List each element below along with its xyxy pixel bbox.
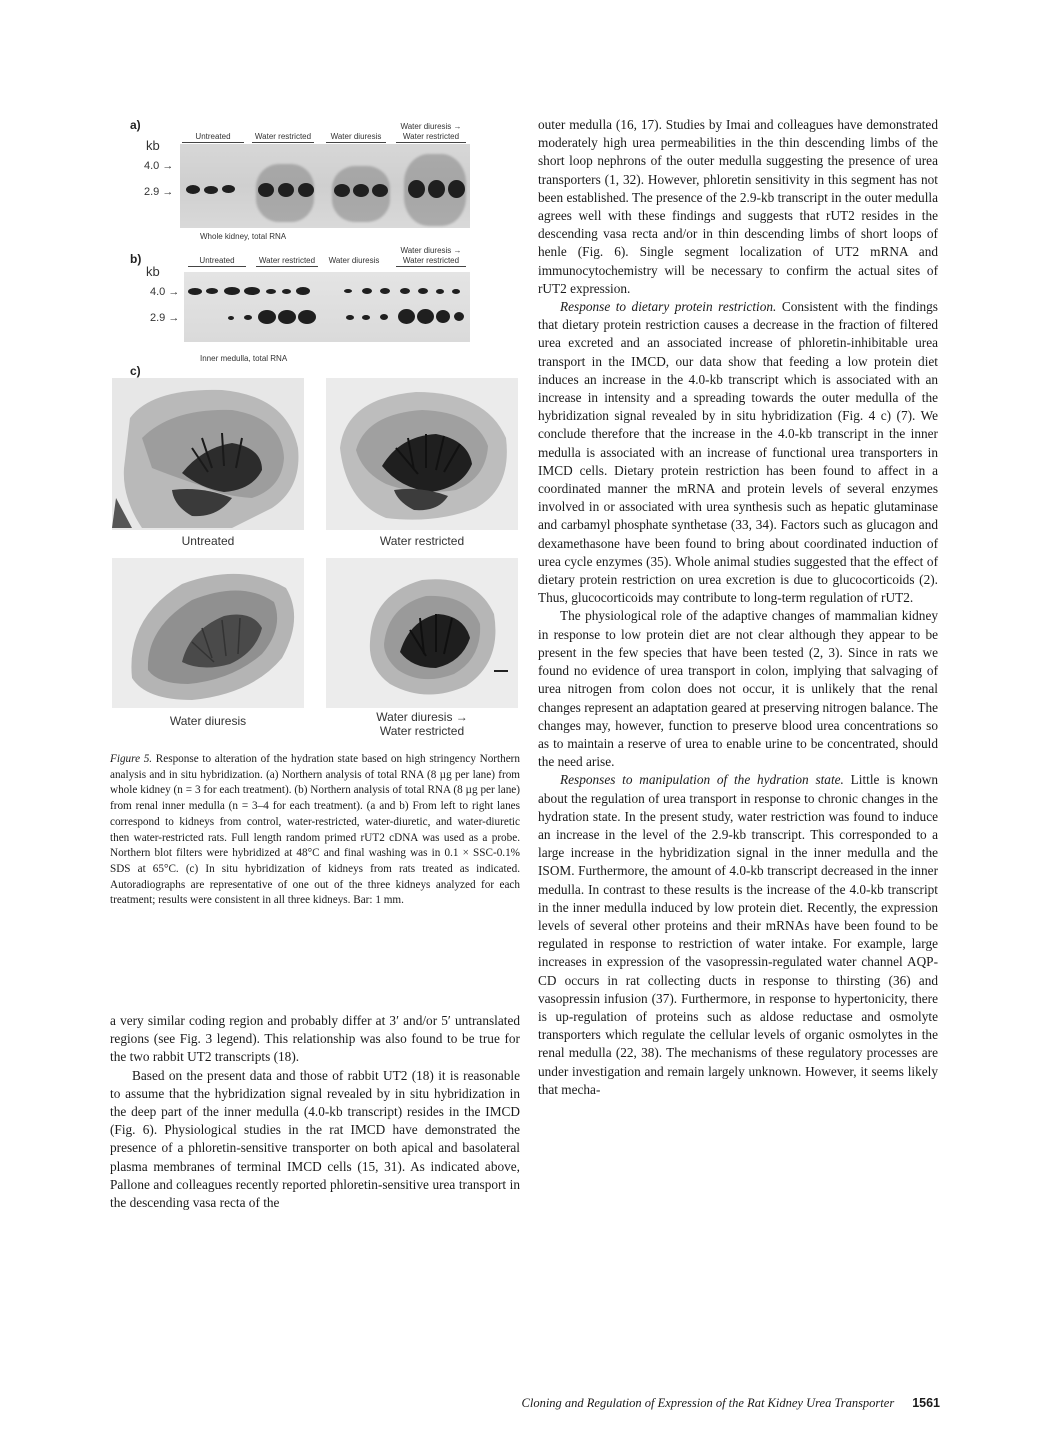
panel-b-sub-caption: Inner medulla, total RNA bbox=[200, 354, 288, 363]
panel-a-marker-2-9: 2.9 → bbox=[144, 186, 174, 198]
right-column-text bbox=[538, 116, 938, 1099]
band bbox=[266, 289, 276, 294]
figure-caption-label: Figure 5. bbox=[110, 753, 153, 765]
band bbox=[278, 310, 296, 324]
section-run-in-heading: Responses to manipulation of the hydration state. bbox=[560, 772, 844, 788]
panel-a-header-untreated: Untreated bbox=[182, 132, 244, 143]
paragraph-text: Little is known about the regulation of urea transport in response to chronic changes in the hydration state. In the present study, water restriction was found to induce an increase in the level of the 2.9-kb transcript. This corresponded to a large increase in the hybridization signal in the inner medulla and the ISOM. Furthermore, the amount of 4.0-kb transcript decreased in the inner medulla. In contrast to these results is the increase of the 4.0-kb transcript in the inner medulla induced by low protein diet. Recently, the expression levels of several other proteins and their mRNAs have been found to be regulated in response to restriction of water intake. For example, large increases in expression of the vasopressin-regulated water channel AQP-CD occurs in rat collecting ducts in response to thirsting (36) and vasopressin infusion (37). Furthermore, in response to hypertonicity, there is up-regulation of proteins such as aldose reductase and osmolyte transporters which regulate the cellular levels of organic osmolytes in the renal medulla (22, 38). The mechanisms of these regulatory processes are under investigation and remain largely unknown. However, it seems likely that mecha- bbox=[538, 772, 939, 1097]
band bbox=[258, 310, 276, 324]
paragraph bbox=[538, 607, 938, 771]
band bbox=[204, 186, 218, 194]
section-run-in-heading: Response to dietary protein restriction. bbox=[560, 299, 777, 315]
band bbox=[398, 309, 415, 324]
panel-c-label-water-diuresis: Water diuresis bbox=[169, 714, 247, 728]
band bbox=[224, 287, 240, 295]
panel-a-header-water-restricted: Water restricted bbox=[252, 132, 314, 143]
running-title: Cloning and Regulation of Expression of the Rat Kidney Urea Transporter bbox=[521, 1396, 895, 1410]
band bbox=[186, 185, 200, 194]
panel-c-letter: c) bbox=[130, 364, 141, 378]
paragraph-text: Consistent with the findings that dietary protein restriction causes a decrease in the fraction of filtered urea excreted and an associated increase of phloretin-inhibitable urea transport in the IMCD, our data show that feeding a low protein diet induces an increase in the 4.0-kb transcript which is associated with an increase in intensity and a spreading towards the outer medulla of the hybridization signal revealed by in situ hybridization (Fig. 4 c) (7). We conclude therefore that the increase in the 4.0-kb transcript in the inner medulla is associated with an increase of functional urea transporters in IMCD cells. Dietary protein restriction has been found to affect in a coordinated manner the mRNA and protein levels of several enzymes involved in or associated with urea synthesis such as hepatic glutaminase and carbamyl phosphate synthetase (33, 34). Factors such as glucagon and dexamethasone have been found to bring about coordinated induction of urea cycle enzymes (35). Whole animal studies suggested that the effect of dietary protein restriction on urea excretion is due to glucocorticoids (2). Thus, glucocorticoids may contribute to long-term regulation of rUT2. bbox=[538, 299, 938, 606]
paragraph bbox=[110, 1067, 520, 1213]
band bbox=[206, 288, 218, 294]
band bbox=[362, 288, 372, 294]
panel-b-header-water-restricted: Water restricted bbox=[256, 256, 318, 267]
band bbox=[454, 312, 464, 321]
panel-a-sub-caption: Whole kidney, total RNA bbox=[200, 232, 287, 241]
paragraph-text: The physiological role of the adaptive changes of mammalian kidney in response to low protein diet are not clear although they appear to be present in the few species that have been tested (2, 3). Since in rats we found no evidence of urea transport in colon, implying that salvaging of urea nitrogen from colon does not occur, it is unlikely that the renal changes represent an adaptation geared at preserving nitrogen balance. The changes may, however, function to preserve blood urea concentrations so as to maintain a reserve of urea to enable urine to be concentrated, should the need arise. bbox=[538, 608, 938, 770]
in-situ-photo-untreated bbox=[112, 378, 304, 530]
band bbox=[346, 315, 354, 320]
panel-c-label-restricted-bottom: Water restricted bbox=[379, 724, 465, 738]
figure-5 bbox=[110, 110, 520, 740]
panel-b-marker-4-0: 4.0 → bbox=[150, 286, 180, 298]
band bbox=[448, 180, 465, 198]
figure-caption-text: Response to alteration of the hydration state based on high stringency Northern analysis and in situ hybridization. (a) Northern analysis of total RNA (8 µg per lane) from whole kidney (n = 3 for each treatment). (b) Northern analysis of total RNA (8 µg per lane) from renal inner medulla (n = 3–4 for each treatment). (a and b) From left to right lanes correspond to kidneys from control, water-restricted, water-diuretic, and water-diuretic then water-restricted rats. Full length random primed rUT2 cDNA was used as a probe. Northern blot filters were hybridized at 48°C and final washing was in 0.1 × SSC-0.1% SDS at 65°C. (c) In situ hybridization of kidneys from rats treated as indicated. Autoradiographs are representative of one out of the three kidneys analyzed for each treatment; results were consistent in all three kidneys. Bar: 1 mm. bbox=[110, 753, 520, 907]
in-situ-photo-water-diuresis bbox=[112, 558, 304, 708]
panel-a-kb-label: kb bbox=[146, 138, 160, 153]
panel-a-letter: a) bbox=[130, 118, 141, 132]
paragraph-text: a very similar coding region and probably differ at 3′ and/or 5′ untranslated regions (see Fig. 3 legend). This relationship was also found to be true for the two rabbit UT2 transcripts (18). bbox=[110, 1013, 520, 1065]
panel-b-header-restricted-bottom: Water restricted bbox=[396, 256, 466, 267]
band bbox=[418, 288, 428, 294]
band bbox=[344, 289, 352, 293]
band bbox=[436, 289, 444, 294]
band bbox=[408, 180, 425, 198]
panel-a-northern-blot bbox=[180, 144, 470, 228]
band bbox=[334, 184, 350, 197]
panel-b-marker-2-9: 2.9 → bbox=[150, 312, 180, 324]
paragraph bbox=[110, 1012, 520, 1067]
band bbox=[428, 180, 445, 198]
band bbox=[244, 315, 252, 320]
panel-b-letter: b) bbox=[130, 252, 142, 266]
band bbox=[258, 183, 274, 197]
figure-caption bbox=[110, 752, 520, 909]
panel-a-header-water-diuresis: Water diuresis bbox=[326, 132, 386, 143]
band bbox=[372, 184, 388, 197]
running-footer bbox=[420, 1396, 940, 1411]
band bbox=[278, 183, 294, 197]
band bbox=[296, 287, 310, 295]
paragraph-text: outer medulla (16, 17). Studies by Imai and colleagues have demonstrated moderately high urea permeabilities in the thin descending limbs of the short loop nephrons of the outer medulla suggesting the presence of urea transporters (1, 32). However, phloretin sensitivity in this segment has not been established. The presence of the 2.9-kb transcript in the outer medulla agrees well with these findings and suggests that rUT2 resides in the descending vasa recta and/or in thin descending limbs of short loops of henle (Fig. 6). Single segment localization of UT2 mRNA and immunocytochemistry will be necessary to confirm the actual sites of rUT2 expression. bbox=[538, 117, 938, 296]
panel-c-label-water-restricted: Water restricted bbox=[379, 534, 465, 548]
in-situ-photo-diuresis-then-restricted bbox=[326, 558, 518, 708]
panel-c-label-untreated: Untreated bbox=[181, 534, 235, 548]
left-column-text bbox=[110, 1012, 520, 1212]
panel-b-northern-blot bbox=[184, 272, 470, 342]
band bbox=[228, 316, 234, 320]
band bbox=[417, 309, 434, 324]
paragraph-text: Based on the present data and those of rabbit UT2 (18) it is reasonable to assume that the hybridization signal revealed by in situ hybridization in the deep part of the inner medulla (4.0-kb transcript) resides in the IMCD (Fig. 6). Physiological studies in the rat IMCD have demonstrated the presence of a phloretin-sensitive transporter on both apical and basolateral plasma membranes of terminal IMCD cells (15, 31). As indicated above, Pallone and colleagues recently reported phloretin-sensitive urea transport in the descending vasa recta of the bbox=[110, 1067, 520, 1211]
in-situ-photo-water-restricted bbox=[326, 378, 518, 530]
panel-b-header-diuresis-top: Water diuresis → bbox=[400, 246, 462, 255]
band bbox=[353, 184, 369, 197]
band bbox=[282, 289, 291, 294]
band bbox=[362, 315, 370, 320]
panel-b-header-untreated: Untreated bbox=[188, 256, 246, 267]
band bbox=[380, 314, 388, 320]
page-number: 1561 bbox=[912, 1396, 940, 1410]
band bbox=[222, 185, 235, 193]
band bbox=[298, 310, 316, 324]
band bbox=[436, 310, 450, 323]
panel-a-header-restricted-bottom: Water restricted bbox=[396, 132, 466, 143]
panel-a-marker-4-0: 4.0 → bbox=[144, 160, 174, 172]
panel-b-header-water-diuresis: Water diuresis bbox=[328, 256, 380, 265]
paragraph bbox=[538, 298, 938, 607]
band bbox=[452, 289, 460, 294]
band bbox=[400, 288, 410, 294]
panel-a-header-diuresis-top: Water diuresis → bbox=[400, 122, 462, 131]
band bbox=[188, 288, 202, 295]
band bbox=[244, 287, 260, 295]
paragraph bbox=[538, 771, 938, 1099]
panel-b-kb-label: kb bbox=[146, 264, 160, 279]
paragraph bbox=[538, 116, 938, 298]
panel-c-label-diuresis-top: Water diuresis → bbox=[376, 710, 468, 724]
band bbox=[298, 183, 314, 197]
band bbox=[380, 288, 390, 294]
